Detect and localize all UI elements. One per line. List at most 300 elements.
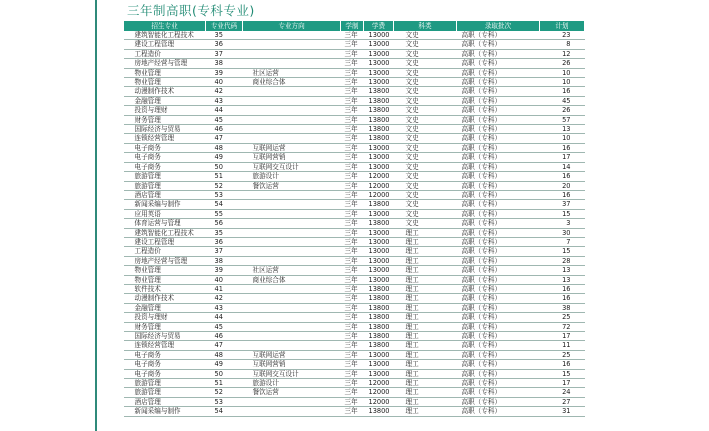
cell-batch: 高职（专科） (457, 256, 540, 265)
cell-subject: 理工 (394, 407, 457, 416)
cell-direction: 社区运营 (243, 68, 341, 77)
table-row (124, 379, 585, 388)
table-row (124, 125, 585, 134)
cell-code: 51 (206, 172, 243, 181)
table-row (124, 341, 585, 350)
header-batch: 录取批次 (457, 21, 540, 31)
table-row (124, 275, 585, 284)
header-code: 专业代码 (206, 21, 243, 31)
cell-batch: 高职（专科） (457, 209, 540, 218)
cell-plan: 26 (540, 59, 585, 68)
cell-subject: 理工 (394, 284, 457, 293)
cell-fee: 13800 (364, 115, 394, 124)
cell-length: 三年 (341, 313, 364, 322)
cell-code: 36 (206, 40, 243, 49)
cell-fee: 13800 (364, 303, 394, 312)
cell-plan: 30 (540, 228, 585, 237)
cell-fee: 13000 (364, 350, 394, 359)
cell-major: 连锁经营管理 (124, 134, 206, 143)
cell-fee: 13000 (364, 59, 394, 68)
cell-subject: 文史 (394, 115, 457, 124)
cell-batch: 高职（专科） (457, 153, 540, 162)
cell-major: 物业管理 (124, 78, 206, 87)
table-row (124, 228, 585, 237)
cell-direction (243, 228, 341, 237)
cell-direction (243, 294, 341, 303)
cell-plan: 45 (540, 96, 585, 105)
cell-batch: 高职（专科） (457, 219, 540, 228)
cell-major: 电子商务 (124, 162, 206, 171)
cell-code: 44 (206, 106, 243, 115)
cell-code: 39 (206, 68, 243, 77)
cell-code: 35 (206, 228, 243, 237)
cell-batch: 高职（专科） (457, 407, 540, 416)
table-row (124, 332, 585, 341)
cell-fee: 13000 (364, 247, 394, 256)
cell-subject: 理工 (394, 247, 457, 256)
cell-major: 旅游管理 (124, 181, 206, 190)
cell-length: 三年 (341, 397, 364, 406)
table-row (124, 256, 585, 265)
cell-plan: 8 (540, 40, 585, 49)
cell-length: 三年 (341, 143, 364, 152)
cell-subject: 文史 (394, 87, 457, 96)
cell-length: 三年 (341, 87, 364, 96)
cell-length: 三年 (341, 284, 364, 293)
cell-code: 49 (206, 360, 243, 369)
cell-plan: 25 (540, 313, 585, 322)
cell-length: 三年 (341, 172, 364, 181)
cell-length: 三年 (341, 350, 364, 359)
cell-subject: 理工 (394, 388, 457, 397)
cell-plan: 38 (540, 303, 585, 312)
table-row (124, 49, 585, 58)
cell-plan: 16 (540, 87, 585, 96)
cell-major: 新闻采编与制作 (124, 407, 206, 416)
cell-code: 46 (206, 125, 243, 134)
cell-major: 房地产经营与管理 (124, 256, 206, 265)
table-row (124, 181, 585, 190)
cell-subject: 理工 (394, 294, 457, 303)
cell-direction (243, 322, 341, 331)
cell-direction: 互联网运营 (243, 143, 341, 152)
cell-plan: 10 (540, 68, 585, 77)
table-row (124, 153, 585, 162)
cell-direction (243, 407, 341, 416)
cell-fee: 13000 (364, 266, 394, 275)
cell-batch: 高职（专科） (457, 313, 540, 322)
cell-code: 53 (206, 397, 243, 406)
cell-subject: 理工 (394, 313, 457, 322)
cell-batch: 高职（专科） (457, 341, 540, 350)
cell-code: 50 (206, 369, 243, 378)
cell-fee: 13800 (364, 407, 394, 416)
cell-code: 50 (206, 162, 243, 171)
cell-code: 47 (206, 134, 243, 143)
cell-length: 三年 (341, 106, 364, 115)
cell-subject: 文史 (394, 40, 457, 49)
cell-major: 应用英语 (124, 209, 206, 218)
cell-code: 44 (206, 313, 243, 322)
table-row (124, 115, 585, 124)
cell-plan: 14 (540, 162, 585, 171)
cell-length: 三年 (341, 68, 364, 77)
cell-length: 三年 (341, 78, 364, 87)
cell-subject: 文史 (394, 49, 457, 58)
table-row (124, 303, 585, 312)
cell-direction (243, 209, 341, 218)
cell-fee: 13800 (364, 313, 394, 322)
cell-length: 三年 (341, 200, 364, 209)
cell-plan: 25 (540, 350, 585, 359)
cell-plan: 23 (540, 31, 585, 40)
cell-major: 建筑智能化工程技术 (124, 228, 206, 237)
cell-code: 43 (206, 303, 243, 312)
cell-subject: 理工 (394, 322, 457, 331)
table-row (124, 59, 585, 68)
cell-length: 三年 (341, 303, 364, 312)
cell-fee: 13800 (364, 106, 394, 115)
cell-plan: 10 (540, 134, 585, 143)
cell-code: 41 (206, 284, 243, 293)
table-row (124, 313, 585, 322)
header-fee: 学费 (364, 21, 394, 31)
cell-batch: 高职（专科） (457, 125, 540, 134)
table-row (124, 134, 585, 143)
cell-plan: 16 (540, 190, 585, 199)
cell-batch: 高职（专科） (457, 134, 540, 143)
cell-direction (243, 397, 341, 406)
cell-direction (243, 125, 341, 134)
cell-length: 三年 (341, 153, 364, 162)
cell-plan: 16 (540, 172, 585, 181)
cell-batch: 高职（专科） (457, 78, 540, 87)
cell-code: 37 (206, 49, 243, 58)
cell-fee: 13000 (364, 237, 394, 246)
cell-direction: 互联网营销 (243, 360, 341, 369)
cell-subject: 理工 (394, 397, 457, 406)
cell-batch: 高职（专科） (457, 388, 540, 397)
cell-plan: 10 (540, 78, 585, 87)
cell-direction (243, 190, 341, 199)
cell-batch: 高职（专科） (457, 162, 540, 171)
cell-direction (243, 96, 341, 105)
cell-length: 三年 (341, 294, 364, 303)
cell-length: 三年 (341, 275, 364, 284)
cell-major: 电子商务 (124, 360, 206, 369)
cell-fee: 13800 (364, 322, 394, 331)
cell-major: 旅游管理 (124, 172, 206, 181)
cell-major: 动漫制作技术 (124, 294, 206, 303)
cell-plan: 24 (540, 388, 585, 397)
cell-length: 三年 (341, 96, 364, 105)
cell-direction (243, 59, 341, 68)
cell-major: 投资与理财 (124, 313, 206, 322)
cell-fee: 13000 (364, 256, 394, 265)
cell-major: 酒店管理 (124, 397, 206, 406)
cell-major: 动漫制作技术 (124, 87, 206, 96)
cell-major: 投资与理财 (124, 106, 206, 115)
cell-direction (243, 106, 341, 115)
table-row (124, 407, 585, 416)
cell-fee: 13800 (364, 134, 394, 143)
cell-plan: 16 (540, 360, 585, 369)
cell-subject: 文史 (394, 219, 457, 228)
cell-major: 建设工程管理 (124, 237, 206, 246)
cell-plan: 16 (540, 284, 585, 293)
cell-length: 三年 (341, 407, 364, 416)
cell-major: 物业管理 (124, 275, 206, 284)
cell-direction (243, 200, 341, 209)
table-row (124, 266, 585, 275)
cell-major: 酒店管理 (124, 190, 206, 199)
cell-subject: 理工 (394, 303, 457, 312)
cell-batch: 高职（专科） (457, 369, 540, 378)
cell-major: 物业管理 (124, 266, 206, 275)
cell-batch: 高职（专科） (457, 247, 540, 256)
table-row (124, 350, 585, 359)
cell-major: 建筑智能化工程技术 (124, 31, 206, 40)
cell-direction: 互联网营销 (243, 153, 341, 162)
cell-fee: 13800 (364, 96, 394, 105)
cell-code: 51 (206, 379, 243, 388)
cell-batch: 高职（专科） (457, 275, 540, 284)
cell-length: 三年 (341, 31, 364, 40)
cell-fee: 13000 (364, 153, 394, 162)
cell-code: 38 (206, 256, 243, 265)
cell-code: 55 (206, 209, 243, 218)
section-title: 三年制高职(专科专业) (127, 3, 255, 18)
cell-length: 三年 (341, 369, 364, 378)
cell-fee: 13800 (364, 125, 394, 134)
cell-code: 54 (206, 200, 243, 209)
cell-plan: 13 (540, 125, 585, 134)
cell-fee: 12000 (364, 388, 394, 397)
cell-length: 三年 (341, 256, 364, 265)
cell-fee: 13000 (364, 143, 394, 152)
cell-major: 电子商务 (124, 143, 206, 152)
cell-major: 体育运营与管理 (124, 219, 206, 228)
cell-length: 三年 (341, 59, 364, 68)
cell-plan: 37 (540, 200, 585, 209)
cell-major: 电子商务 (124, 153, 206, 162)
cell-code: 42 (206, 87, 243, 96)
cell-fee: 12000 (364, 181, 394, 190)
table-row (124, 397, 585, 406)
cell-batch: 高职（专科） (457, 322, 540, 331)
cell-subject: 文史 (394, 59, 457, 68)
cell-subject: 文史 (394, 162, 457, 171)
cell-direction (243, 313, 341, 322)
cell-length: 三年 (341, 115, 364, 124)
cell-code: 52 (206, 181, 243, 190)
cell-direction: 互联网交互设计 (243, 162, 341, 171)
cell-length: 三年 (341, 247, 364, 256)
cell-direction (243, 40, 341, 49)
cell-plan: 27 (540, 397, 585, 406)
cell-direction (243, 256, 341, 265)
cell-major: 电子商务 (124, 350, 206, 359)
cell-subject: 理工 (394, 379, 457, 388)
cell-major: 财务管理 (124, 115, 206, 124)
cell-code: 49 (206, 153, 243, 162)
cell-subject: 文史 (394, 134, 457, 143)
table-row (124, 31, 585, 40)
cell-subject: 理工 (394, 275, 457, 284)
cell-batch: 高职（专科） (457, 40, 540, 49)
page-margin-line (95, 0, 97, 431)
cell-code: 48 (206, 350, 243, 359)
cell-plan: 26 (540, 106, 585, 115)
cell-fee: 13000 (364, 40, 394, 49)
cell-subject: 文史 (394, 153, 457, 162)
cell-direction: 旅游设计 (243, 379, 341, 388)
cell-subject: 理工 (394, 369, 457, 378)
table-row (124, 237, 585, 246)
cell-batch: 高职（专科） (457, 332, 540, 341)
cell-fee: 13000 (364, 369, 394, 378)
cell-code: 39 (206, 266, 243, 275)
cell-subject: 文史 (394, 190, 457, 199)
cell-batch: 高职（专科） (457, 360, 540, 369)
cell-code: 36 (206, 237, 243, 246)
cell-batch: 高职（专科） (457, 59, 540, 68)
cell-length: 三年 (341, 228, 364, 237)
cell-plan: 17 (540, 332, 585, 341)
cell-plan: 57 (540, 115, 585, 124)
cell-major: 工程造价 (124, 49, 206, 58)
cell-fee: 12000 (364, 397, 394, 406)
table-row (124, 40, 585, 49)
cell-batch: 高职（专科） (457, 303, 540, 312)
cell-length: 三年 (341, 125, 364, 134)
cell-direction (243, 87, 341, 96)
cell-plan: 17 (540, 153, 585, 162)
cell-plan: 31 (540, 407, 585, 416)
table-row (124, 96, 585, 105)
cell-fee: 13000 (364, 228, 394, 237)
cell-major: 旅游管理 (124, 379, 206, 388)
cell-subject: 理工 (394, 341, 457, 350)
cell-subject: 理工 (394, 266, 457, 275)
cell-batch: 高职（专科） (457, 68, 540, 77)
cell-code: 45 (206, 322, 243, 331)
cell-code: 40 (206, 275, 243, 284)
cell-major: 连锁经营管理 (124, 341, 206, 350)
cell-code: 47 (206, 341, 243, 350)
header-subject: 科类 (394, 21, 457, 31)
cell-major: 电子商务 (124, 369, 206, 378)
cell-direction (243, 284, 341, 293)
cell-fee: 13000 (364, 78, 394, 87)
table-row (124, 162, 585, 171)
cell-direction (243, 49, 341, 58)
table-row (124, 143, 585, 152)
cell-direction (243, 134, 341, 143)
cell-batch: 高职（专科） (457, 379, 540, 388)
cell-subject: 文史 (394, 68, 457, 77)
cell-subject: 理工 (394, 256, 457, 265)
cell-batch: 高职（专科） (457, 237, 540, 246)
cell-plan: 13 (540, 275, 585, 284)
cell-direction: 互联网交互设计 (243, 369, 341, 378)
cell-batch: 高职（专科） (457, 87, 540, 96)
table-row (124, 284, 585, 293)
cell-subject: 理工 (394, 360, 457, 369)
cell-major: 物业管理 (124, 68, 206, 77)
cell-batch: 高职（专科） (457, 200, 540, 209)
cell-major: 财务管理 (124, 322, 206, 331)
cell-subject: 文史 (394, 96, 457, 105)
table-row (124, 360, 585, 369)
cell-plan: 15 (540, 209, 585, 218)
cell-length: 三年 (341, 388, 364, 397)
cell-batch: 高职（专科） (457, 181, 540, 190)
cell-direction: 互联网运营 (243, 350, 341, 359)
table-row (124, 369, 585, 378)
cell-direction: 商业综合体 (243, 275, 341, 284)
cell-fee: 13800 (364, 200, 394, 209)
cell-code: 43 (206, 96, 243, 105)
cell-length: 三年 (341, 40, 364, 49)
cell-direction: 餐饮运营 (243, 181, 341, 190)
cell-subject: 理工 (394, 350, 457, 359)
cell-subject: 文史 (394, 106, 457, 115)
cell-length: 三年 (341, 49, 364, 58)
cell-code: 40 (206, 78, 243, 87)
table-row (124, 172, 585, 181)
table-row (124, 294, 585, 303)
cell-major: 金融管理 (124, 303, 206, 312)
cell-subject: 文史 (394, 172, 457, 181)
cell-code: 48 (206, 143, 243, 152)
cell-fee: 13800 (364, 332, 394, 341)
cell-code: 46 (206, 332, 243, 341)
cell-batch: 高职（专科） (457, 350, 540, 359)
cell-subject: 理工 (394, 237, 457, 246)
cell-fee: 13800 (364, 284, 394, 293)
table-row (124, 322, 585, 331)
cell-subject: 文史 (394, 78, 457, 87)
cell-length: 三年 (341, 219, 364, 228)
cell-direction (243, 237, 341, 246)
cell-direction: 旅游设计 (243, 172, 341, 181)
cell-subject: 文史 (394, 143, 457, 152)
cell-direction: 社区运营 (243, 266, 341, 275)
header-major: 招生专业 (124, 21, 206, 31)
cell-fee: 12000 (364, 379, 394, 388)
cell-fee: 13800 (364, 219, 394, 228)
cell-major: 国际经济与贸易 (124, 125, 206, 134)
cell-length: 三年 (341, 181, 364, 190)
cell-length: 三年 (341, 190, 364, 199)
cell-plan: 17 (540, 379, 585, 388)
cell-fee: 13800 (364, 294, 394, 303)
cell-length: 三年 (341, 322, 364, 331)
cell-plan: 72 (540, 322, 585, 331)
cell-direction (243, 115, 341, 124)
table-body (124, 31, 585, 416)
cell-plan: 15 (540, 247, 585, 256)
cell-length: 三年 (341, 341, 364, 350)
cell-major: 旅游管理 (124, 388, 206, 397)
cell-length: 三年 (341, 209, 364, 218)
cell-batch: 高职（专科） (457, 49, 540, 58)
cell-code: 37 (206, 247, 243, 256)
cell-plan: 16 (540, 143, 585, 152)
cell-fee: 12000 (364, 190, 394, 199)
cell-fee: 13000 (364, 31, 394, 40)
